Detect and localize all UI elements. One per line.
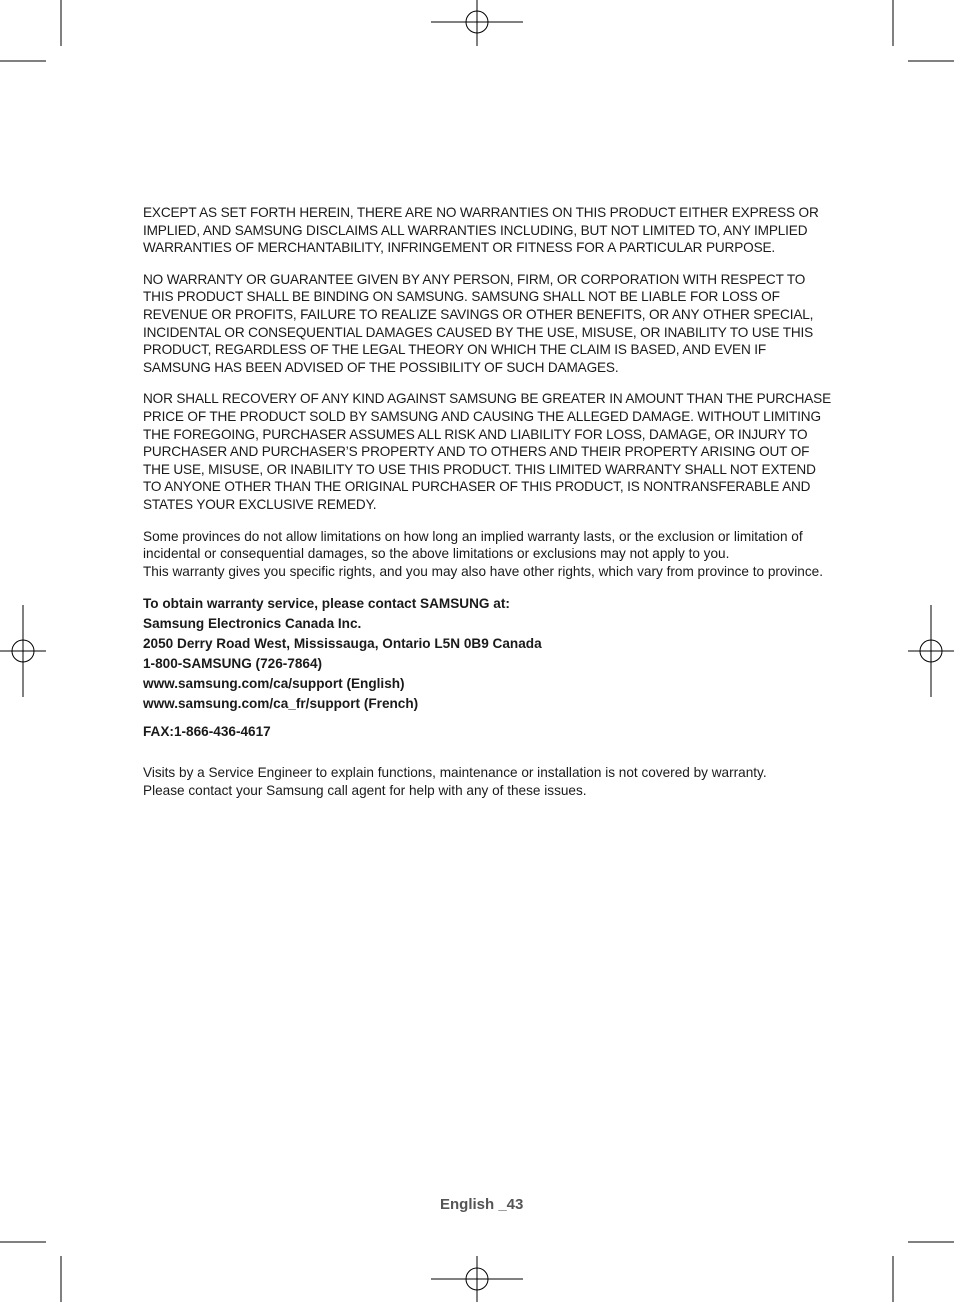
service-note-line-2: Please contact your Samsung call agent for help with any of these issues. <box>143 782 587 798</box>
provinces-paragraph <box>143 528 833 581</box>
registration-mark-right <box>908 605 954 697</box>
contact-fax: FAX:1-866-436-4617 <box>143 724 271 740</box>
recovery-limit-paragraph: NOR SHALL RECOVERY OF ANY KIND AGAINST SAMSUNG BE GREATER IN AMOUNT THAN THE PURCHASE PRICE OF THE PRODUCT SOLD BY SAMSUNG AND CAUSING THE ALLEGED DAMAGE. WITHOUT LIMITING THE FOREGOING, PURCHASER ASSUMES ALL RISK AND LIABILITY FOR LOSS, DAMAGE, OR INJURY TO PURCHASER AND PURCHASER’S PROPERTY AND TO OTHERS AND THEIR PROPERTY ARISING OUT OF THE USE, MISUSE, OR INABILITY TO USE THIS PRODUCT. THIS LIMITED WARRANTY SHALL NOT EXTEND TO ANYONE OTHER THAN THE ORIGINAL PURCHASER OF THIS PRODUCT, IS NONTRANSFERABLE AND STATES YOUR EXCLUSIVE REMEDY. <box>143 391 831 512</box>
contact-heading: To obtain warranty service, please contact SAMSUNG at: <box>143 596 510 612</box>
contact-url-french: www.samsung.com/ca_fr/support (French) <box>143 696 419 712</box>
registration-mark-left <box>0 605 46 697</box>
page-number-label: English _43 <box>440 1196 524 1213</box>
service-note-line-1: Visits by a Service Engineer to explain functions, maintenance or installation is not covered by warranty. <box>143 765 767 781</box>
service-note-paragraph <box>143 764 833 799</box>
contact-block <box>143 594 833 714</box>
provinces-line-1: Some provinces do not allow limitations on how long an implied warranty lasts, or the exclusion or limitation of incidental or consequential damages, so the above limitations or exclusions may not apply to you. <box>143 528 803 562</box>
contact-company: Samsung Electronics Canada Inc. <box>143 616 362 632</box>
contact-address: 2050 Derry Road West, Mississauga, Ontario L5N 0B9 Canada <box>143 636 542 652</box>
liability-paragraph: NO WARRANTY OR GUARANTEE GIVEN BY ANY PERSON, FIRM, OR CORPORATION WITH RESPECT TO THIS PRODUCT SHALL BE BINDING ON SAMSUNG. SAMSUNG SHALL NOT BE LIABLE FOR LOSS OF REVENUE OR PROFITS, FAILURE TO REALIZE SAVINGS OR OTHER BENEFITS, OR ANY OTHER SPECIAL, INCIDENTAL OR CONSEQUENTIAL DAMAGES CAUSED BY THE USE, MISUSE, OR INABILITY TO USE THIS PRODUCT, REGARDLESS OF THE LEGAL THEORY ON WHICH THE CLAIM IS BASED, AND EVEN IF SAMSUNG HAS BEEN ADVISED OF THE POSSIBILITY OF SUCH DAMAGES. <box>143 271 814 375</box>
contact-phone: 1-800-SAMSUNG (726-7864) <box>143 656 323 672</box>
registration-mark-top <box>431 0 523 46</box>
contact-url-english: www.samsung.com/ca/support (English) <box>143 676 405 692</box>
provinces-line-2: This warranty gives you specific rights, and you may also have other rights, which vary from province to province. <box>143 563 823 579</box>
disclaimer-paragraph: EXCEPT AS SET FORTH HEREIN, THERE ARE NO WARRANTIES ON THIS PRODUCT EITHER EXPRESS OR IMPLIED, AND SAMSUNG DISCLAIMS ALL WARRANTIES INCLUDING, BUT NOT LIMITED TO, ANY IMPLIED WARRANTIES OF MERCHANTABILITY, INFRINGEMENT OR FITNESS FOR A PARTICULAR PURPOSE. <box>143 205 819 256</box>
registration-mark-bottom <box>431 1256 523 1302</box>
warranty-text-body <box>143 204 833 813</box>
